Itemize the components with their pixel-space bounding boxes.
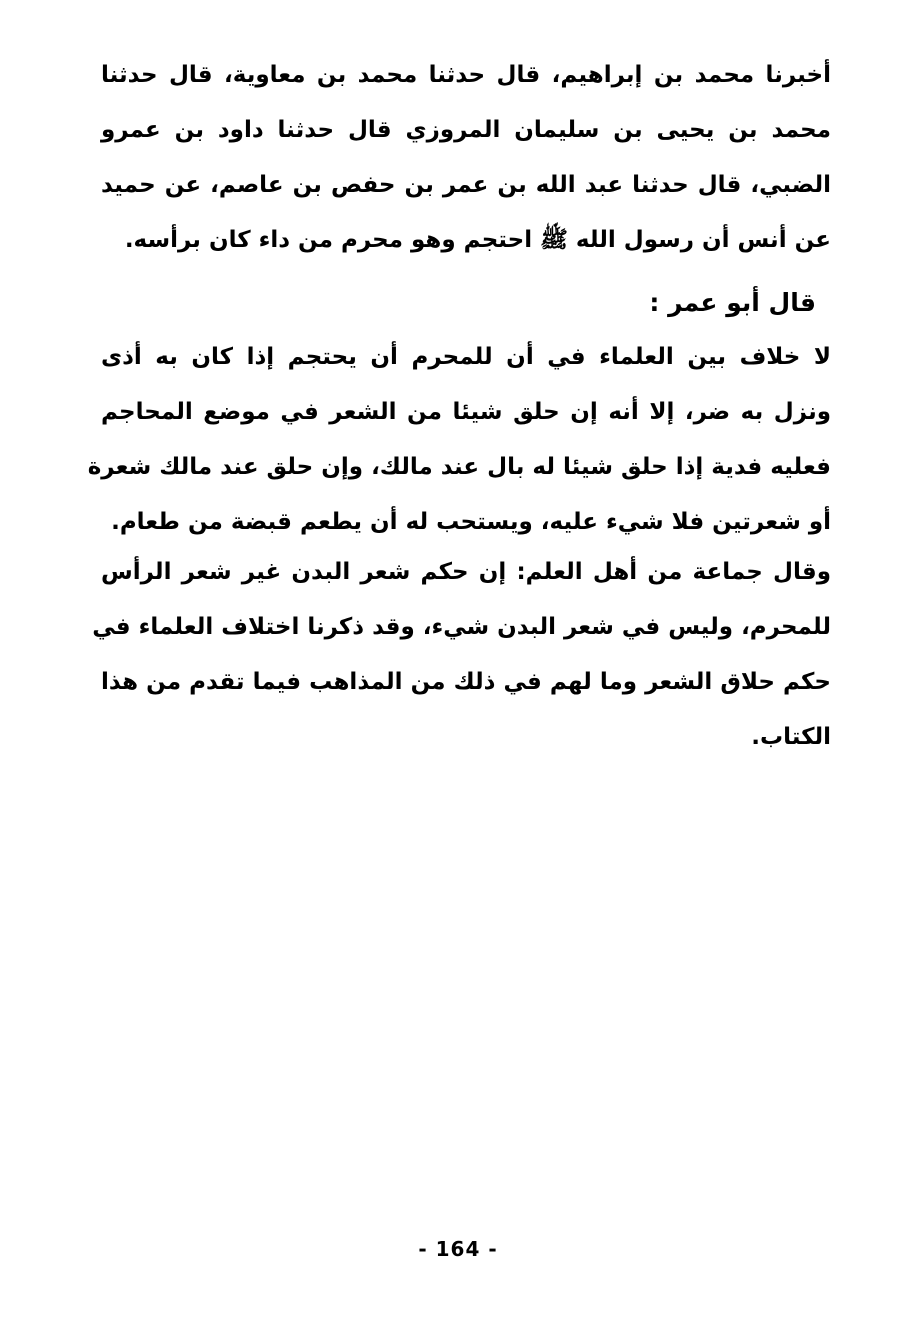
text-line: حكم حلاق الشعر وما لهم في ذلك من المذاهب فيما تقدم من هذا [101,669,831,695]
paragraph-hadith-chain [101,48,831,268]
text-line: وقال جماعة من أهل العلم: إن حكم شعر البدن غير شعر الرأس [101,559,831,585]
text-line: أو شعرتين فلا شيء عليه، ويستحب له أن يطعم قبضة من طعام. [111,509,831,535]
text-line: لا خلاف بين العلماء في أن للمحرم أن يحتجم إذا كان به أذى [101,344,831,370]
section-heading: قال أبو عمر : [649,288,816,317]
text-line: أخبرنا محمد بن إبراهيم، قال حدثنا محمد بن معاوية، قال حدثنا [101,62,831,88]
text-line: فعليه فدية إذا حلق شيئا له بال عند مالك، وإن حلق عند مالك شعرة [87,454,831,480]
text-line: للمحرم، وليس في شعر البدن شيء، وقد ذكرنا اختلاف العلماء في [92,614,831,640]
text-line: الضبي، قال حدثنا عبد الله بن عمر بن حفص بن عاصم، عن حميد [101,172,831,198]
text-line: عن أنس أن رسول الله ﷺ احتجم وهو محرم من داء كان برأسه. [124,227,831,253]
page-number: - 164 - [418,1237,498,1261]
paragraph-commentary [87,330,831,550]
text-line: الكتاب. [751,724,831,750]
paragraph-scholars-opinion [92,545,831,765]
text-line: محمد بن يحيى بن سليمان المروزي قال حدثنا داود بن عمرو [101,117,831,143]
text-line: ونزل به ضر، إلا أنه إن حلق شيئا من الشعر في موضع المحاجم [101,399,831,425]
